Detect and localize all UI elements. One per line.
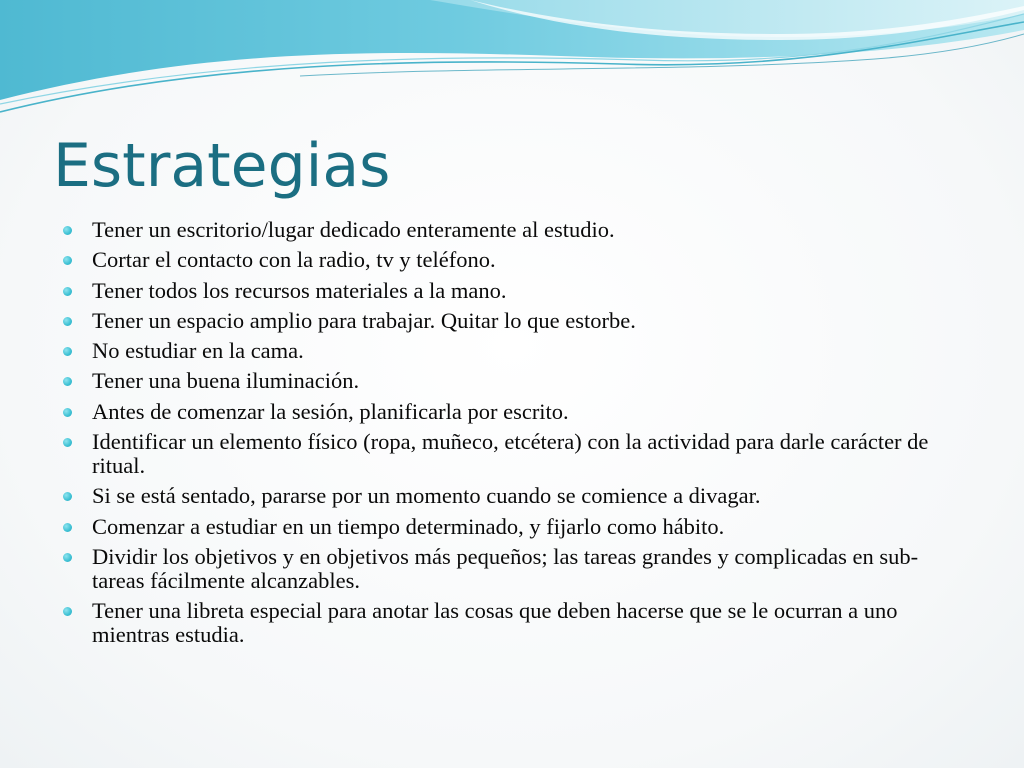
list-item <box>62 218 962 242</box>
bullet-text: Comenzar a estudiar en un tiempo determinado, y fijarlo como hábito. <box>92 513 725 539</box>
list-item <box>62 599 962 647</box>
bullet-text: Dividir los objetivos y en objetivos más pequeños; las tareas grandes y complicadas en sub-tareas fácilmente alcanzables. <box>92 543 919 593</box>
bullet-text: Tener todos los recursos materiales a la mano. <box>92 277 507 303</box>
bullet-text: Tener una buena iluminación. <box>92 368 360 394</box>
bullet-dot-icon <box>63 607 72 616</box>
list-item <box>62 515 962 539</box>
header-wave-decoration <box>0 0 1024 130</box>
bullet-dot-icon <box>63 377 72 386</box>
bullet-dot-icon <box>63 553 72 562</box>
list-item <box>62 545 962 593</box>
list-item <box>62 339 962 363</box>
bullet-dot-icon <box>63 523 72 532</box>
bullet-dot-icon <box>63 256 72 265</box>
bullet-dot-icon <box>63 317 72 326</box>
list-item <box>62 279 962 303</box>
list-item <box>62 484 962 508</box>
bullet-text: Cortar el contacto con la radio, tv y teléfono. <box>92 247 496 273</box>
list-item <box>62 430 962 478</box>
list-item <box>62 369 962 393</box>
bullet-text: Antes de comenzar la sesión, planificarla por escrito. <box>92 398 569 424</box>
bullet-dot-icon <box>63 287 72 296</box>
list-item <box>62 309 962 333</box>
bullet-list <box>62 218 962 654</box>
bullet-text: No estudiar en la cama. <box>92 338 304 364</box>
list-item <box>62 248 962 272</box>
bullet-text: Identificar un elemento físico (ropa, muñeco, etcétera) con la actividad para darle carácter de ritual. <box>92 429 929 479</box>
bullet-dot-icon <box>63 492 72 501</box>
bullet-dot-icon <box>63 438 72 447</box>
bullet-text: Tener un espacio amplio para trabajar. Quitar lo que estorbe. <box>92 307 636 333</box>
bullet-text: Si se está sentado, pararse por un momento cuando se comience a divagar. <box>92 483 761 509</box>
list-item <box>62 400 962 424</box>
bullet-text: Tener una libreta especial para anotar las cosas que deben hacerse que se le ocurran a uno mientras estudia. <box>92 598 898 648</box>
bullet-text: Tener un escritorio/lugar dedicado enteramente al estudio. <box>92 217 615 242</box>
bullet-dot-icon <box>63 408 72 417</box>
bullet-dot-icon <box>63 226 72 235</box>
slide-title: Estrategias <box>53 131 391 201</box>
bullet-dot-icon <box>63 347 72 356</box>
